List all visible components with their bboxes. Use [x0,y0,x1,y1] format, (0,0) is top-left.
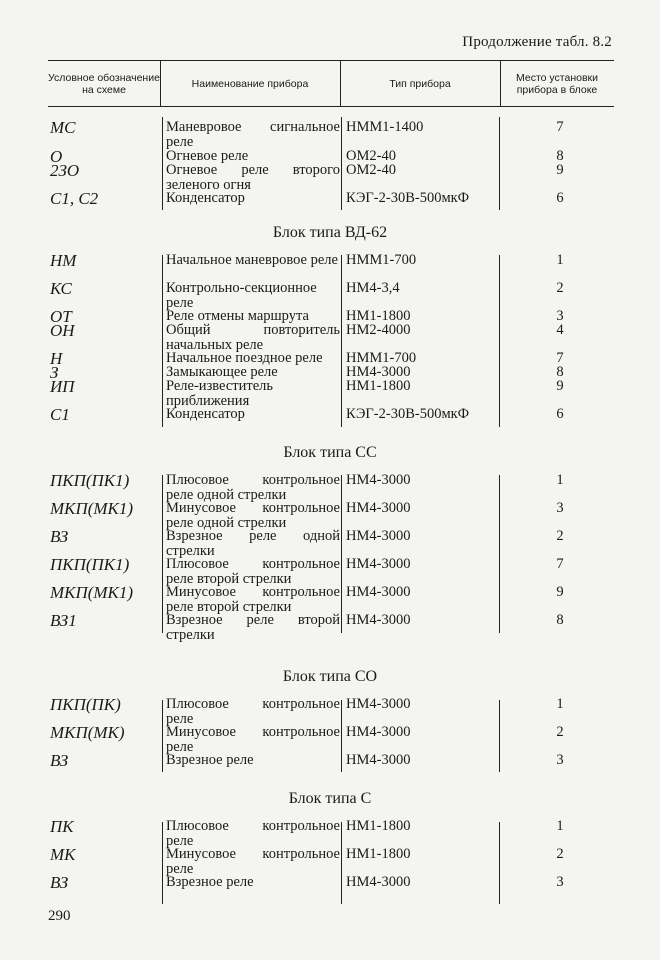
device-type-cell: НМ1-1800 [346,378,411,394]
device-type-cell: НМ4-3000 [346,696,411,712]
device-type-cell: НМ2-4000 [346,322,411,338]
position-cell: 3 [556,752,564,768]
designation-cell: ВЗ [50,873,69,892]
designation-cell: КС [50,279,72,298]
designation-cell: 2ЗО [50,161,80,180]
device-name-cell: Замыкающее реле [166,364,278,380]
device-name-cell: Взрезное реле второй стрелки [166,612,340,643]
device-name-cell: Реле отмены маршрута [166,308,309,324]
device-name-cell: Плюсовое контрольное реле [166,696,340,727]
designation-cell: ПКП(ПК1) [50,471,130,490]
device-type-cell: НММ1-700 [346,350,417,366]
position-cell: 1 [556,252,564,268]
device-name-cell: Плюсовое контрольное реле одной стрелки [166,472,340,503]
device-type-cell: НМ4-3000 [346,364,411,380]
table-caption: Продолжение табл. 8.2 [462,34,612,50]
designation-cell: ВЗ1 [50,611,77,630]
position-cell: 2 [556,528,564,544]
section-title: Блок типа ВД-62 [272,224,388,241]
header-name: Наименование прибора [191,78,309,90]
device-name-cell: Плюсовое контрольное реле [166,818,340,849]
position-cell: 9 [556,378,564,394]
designation-cell: ИП [50,377,75,396]
device-type-cell: НМ4-3000 [346,528,411,544]
column-divider [499,475,500,633]
designation-cell: ПКП(ПК) [50,695,121,714]
table-top-rule [48,60,614,61]
designation-cell: З [50,363,59,382]
position-cell: 8 [556,612,564,628]
column-divider [499,700,500,772]
column-divider [341,822,342,904]
column-divider [162,255,163,427]
designation-cell: МКП(МК1) [50,499,133,518]
designation-cell: МКП(МК) [50,723,125,742]
device-type-cell: НММ1-700 [346,252,417,268]
position-cell: 4 [556,322,564,338]
position-cell: 3 [556,874,564,890]
designation-cell: ПКП(ПК1) [50,555,130,574]
position-cell: 1 [556,696,564,712]
device-name-cell: Начальное маневровое реле [166,252,338,268]
header-bottom-rule [48,106,614,107]
designation-cell: С1 [50,405,70,424]
device-type-cell: ОМ2-40 [346,162,396,178]
device-type-cell: НМ4-3000 [346,874,411,890]
device-type-cell: КЭГ-2-30В-500мкФ [346,190,470,206]
device-name-cell: Конденсатор [166,406,245,422]
device-type-cell: КЭГ-2-30В-500мкФ [346,406,470,422]
header-place: Место установки прибора в блоке [516,72,598,96]
designation-cell: Н [50,349,63,368]
position-cell: 1 [556,818,564,834]
device-type-cell: НМ4-3,4 [346,280,400,296]
position-cell: 9 [556,584,564,600]
column-divider [162,117,163,210]
page-number: 290 [48,908,71,924]
section-title: Блок типа С [288,790,372,807]
device-name-cell: Контрольно-секционное реле [166,280,317,311]
device-name-cell: Минусовое контрольное реле [166,846,340,877]
designation-cell: ВЗ [50,527,69,546]
designation-cell: ВЗ [50,751,69,770]
header-designation: Условное обозначение на схеме [48,72,160,96]
device-name-cell: Начальное поездное реле [166,350,323,366]
position-cell: 2 [556,724,564,740]
device-name-cell: Реле-известитель приближения [166,378,274,409]
device-type-cell: ОМ2-40 [346,148,396,164]
column-divider [499,822,500,904]
device-type-cell: НМ4-3000 [346,472,411,488]
section-title: Блок типа СО [282,668,378,685]
device-name-cell: Плюсовое контрольное реле второй стрелки [166,556,340,587]
column-divider [162,700,163,772]
position-cell: 7 [556,350,564,366]
column-divider [499,255,500,427]
position-cell: 8 [556,364,564,380]
designation-cell: ОТ [50,307,72,326]
position-cell: 3 [556,500,564,516]
designation-cell: ОН [50,321,75,340]
column-divider [341,255,342,427]
column-divider [162,822,163,904]
device-name-cell: Взрезное реле [166,874,254,890]
device-type-cell: НМ4-3000 [346,500,411,516]
position-cell: 6 [556,406,564,422]
device-name-cell: Взрезное реле [166,752,254,768]
device-name-cell: Огневое реле второго зеленого огня [166,162,340,193]
position-cell: 7 [556,556,564,572]
device-type-cell: НМ4-3000 [346,556,411,572]
position-cell: 2 [556,846,564,862]
device-name-cell: Общий повторитель начальных реле [166,322,340,353]
device-name-cell: Минусовое контрольное реле второй стрелки [166,584,340,615]
position-cell: 8 [556,148,564,164]
device-type-cell: НМ4-3000 [346,612,411,628]
designation-cell: МС [50,118,76,137]
device-type-cell: НМ4-3000 [346,584,411,600]
section-title: Блок типа СС [283,444,377,461]
device-name-cell: Конденсатор [166,190,245,206]
designation-cell: ПК [50,817,74,836]
header-type: Тип прибора [389,78,451,90]
position-cell: 3 [556,308,564,324]
column-divider [341,117,342,210]
designation-cell: МКП(МК1) [50,583,133,602]
device-type-cell: НМ4-3000 [346,724,411,740]
device-type-cell: НМ1-1800 [346,308,411,324]
designation-cell: С1, С2 [50,189,99,208]
position-cell: 6 [556,190,564,206]
device-name-cell: Минусовое контрольное реле [166,724,340,755]
device-name-cell: Маневровое сигнальное реле [166,119,340,150]
column-divider [499,117,500,210]
column-divider [341,475,342,633]
position-cell: 7 [556,119,564,135]
device-name-cell: Минусовое контрольное реле одной стрелки [166,500,340,531]
device-type-cell: НММ1-1400 [346,119,424,135]
position-cell: 1 [556,472,564,488]
designation-cell: О [50,147,63,166]
device-name-cell: Взрезное реле одной стрелки [166,528,340,559]
designation-cell: НМ [50,251,77,270]
device-type-cell: НМ4-3000 [346,752,411,768]
device-type-cell: НМ1-1800 [346,846,411,862]
column-divider [341,700,342,772]
position-cell: 2 [556,280,564,296]
device-type-cell: НМ1-1800 [346,818,411,834]
position-cell: 9 [556,162,564,178]
designation-cell: МК [50,845,76,864]
column-divider [162,475,163,633]
device-name-cell: Огневое реле [166,148,249,164]
